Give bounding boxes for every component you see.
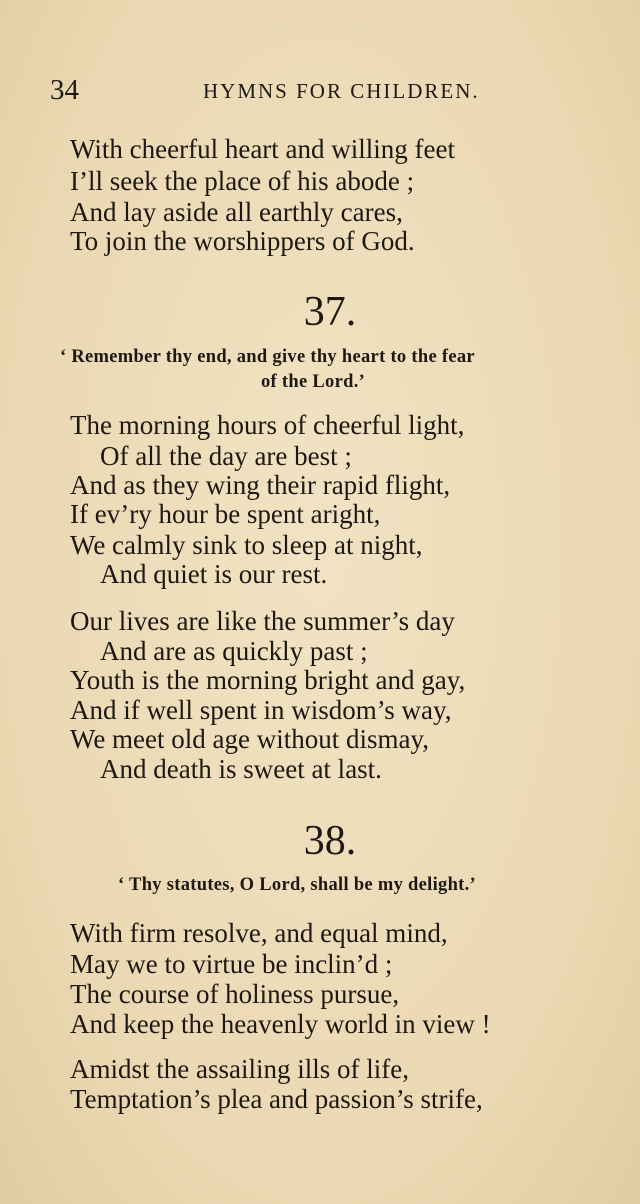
verse-line: With firm resolve, and equal mind, bbox=[70, 918, 448, 948]
hymn-37-epigraph-line-1: ‘ Remember thy end, and give thy heart to the fear bbox=[60, 347, 475, 367]
running-head: HYMNS FOR CHILDREN. bbox=[203, 79, 480, 103]
hymn-38-epigraph: ‘ Thy statutes, O Lord, shall be my delight.’ bbox=[118, 875, 477, 895]
verse-line: May we to virtue be inclin’d ; bbox=[70, 949, 393, 979]
verse-line: And are as quickly past ; bbox=[100, 636, 368, 666]
verse-line: With cheerful heart and willing feet bbox=[70, 134, 456, 164]
verse-line: And if well spent in wisdom’s way, bbox=[70, 695, 452, 725]
verse-line: We meet old age without dismay, bbox=[70, 724, 429, 754]
verse-line: We calmly sink to sleep at night, bbox=[70, 530, 423, 560]
hymn-37-epigraph-line-2: of the Lord.’ bbox=[261, 372, 366, 392]
hymn-37-number: 37. bbox=[303, 289, 357, 335]
verse-line: The morning hours of cheerful light, bbox=[70, 410, 465, 440]
verse-line: Of all the day are best ; bbox=[100, 441, 352, 471]
verse-line: If ev’ry hour be spent aright, bbox=[70, 499, 381, 529]
verse-line: Our lives are like the summer’s day bbox=[70, 606, 455, 636]
verse-line: And quiet is our rest. bbox=[100, 559, 328, 589]
verse-line: And death is sweet at last. bbox=[100, 754, 382, 784]
verse-line: And keep the heavenly world in view ! bbox=[70, 1009, 491, 1039]
verse-line: Temptation’s plea and passion’s strife, bbox=[70, 1084, 483, 1114]
verse-line: And lay aside all earthly cares, bbox=[70, 197, 403, 227]
page-header bbox=[50, 74, 490, 110]
verse-line: And as they wing their rapid flight, bbox=[70, 470, 451, 500]
page-number: 34 bbox=[50, 74, 79, 106]
verse-line: Amidst the assailing ills of life, bbox=[70, 1054, 409, 1084]
verse-line: Youth is the morning bright and gay, bbox=[70, 665, 466, 695]
hymn-38-number: 38. bbox=[303, 818, 357, 864]
verse-line: The course of holiness pursue, bbox=[70, 979, 400, 1009]
verse-line: To join the worshippers of God. bbox=[70, 226, 415, 256]
verse-line: I’ll seek the place of his abode ; bbox=[70, 166, 415, 196]
